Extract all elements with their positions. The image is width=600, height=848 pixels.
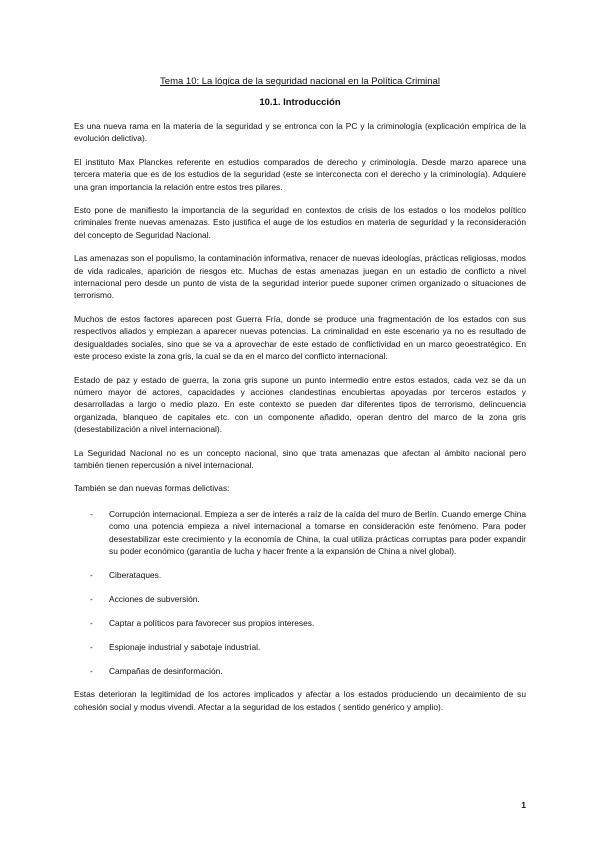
list-item-text: Campañas de desinformación. [109,665,223,676]
list-item [74,508,526,558]
section-heading: 10.1. Introducción [259,97,341,108]
paragraph: Las amenazas son el populismo, la contaminación informativa, renacer de nuevas ideologías, prácticas religiosas, modos de vida radicales, aparición de riesgos etc. Muchas de estas amenazas juegan en un estadio de conflicto a nivel internacional pero desde un punto de vista de la seguridad interior puede suponer crimen organizado o situaciones de terrorismo. [74,253,526,301]
list-item [74,593,526,605]
list-dash: - [90,665,93,676]
list-dash: - [90,508,93,519]
list-item-text: Ciberataques. [109,569,162,580]
list-item-text: Captar a políticos para favorecer sus propios intereses. [109,617,315,628]
paragraph: Estado de paz y estado de guerra, la zona gris supone un punto intermedio entre estos estados, cada vez se da un número mayor de actores, capacidades y acciones clandestinas encubiertas apoyadas por terceros estados y desarrolladas a largo o medio plazo. En este contexto se pueden dar diferentes tipos de terrorismo, delincuencia organizada, blanqueo de capitales etc. con un componente añadido, operan dentro del marco de la zona gris (desestabilización a nivel internacional). [74,374,526,435]
list-intro: También se dan nuevas formas delictivas: [74,483,230,494]
paragraph: Es una nueva rama en la materia de la seguridad y se entronca con la PC y la criminología (explicación empírica de la evolución delictiva). [74,121,526,144]
document-body [74,76,526,724]
crime-forms-list [74,508,526,677]
list-dash: - [90,593,93,604]
list-item [74,665,526,677]
list-item [74,641,526,653]
paragraph: Esto pone de manifiesto la importancia de la seguridad en contextos de crisis de los estados o los modelos político criminales frente nuevas amenazas. Esto justifica el auge de los estudios en materia de seguridad y la reconsideración del concepto de Seguridad Nacional. [74,205,526,240]
list-item-text: Acciones de subversión. [109,593,200,604]
document-title: Tema 10: La lógica de la seguridad nacional en la Política Criminal [160,76,440,87]
list-dash: - [90,569,93,580]
page-number: 1 [521,800,526,810]
list-dash: - [90,641,93,652]
paragraph: Muchos de estos factores aparecen post Guerra Fría, donde se produce una fragmentación de los estados con sus respectivos aliados y empiezan a aparecer nuevas potencias. La criminalidad en este escenario ya no es resultado de desigualdades sociales, sino que se va a aprovechar de este estado de conflictividad en un marco geoestratégico. En este proceso existe la zona gris, la cual se da en el marco del conflicto internacional. [74,313,526,362]
paragraph: La Seguridad Nacional no es un concepto nacional, sino que trata amenazas que afectan al ámbito nacional pero también tienen repercusión a nivel internacional. [74,447,526,470]
list-item-text: Corrupción internacional. Empieza a ser de interés a raíz de la caída del muro de Berlín. Cuando emerge China como una potencia empieza a nivel internacional a tomarse en consideración este fenómeno. Para poder desestabilizar este crecimiento y la economía de China, la cual utiliza prácticas corruptas para poder expandir su poder económico (garantía de lucha y hacer frente a la expansión de China a nivel global). [109,508,526,556]
paragraph: El instituto Max Planckes referente en estudios comparados de derecho y criminología. Desde marzo aparece una tercera materia que es de los estudios de la seguridad (este se interconecta con el derecho y la criminología). Adquiere una gran importancia la relación entre estos tres pilares. [74,156,526,192]
closing-paragraph: Estas deterioran la legitimidad de los actores implicados y afectar a los estados produciendo un decaimiento de su cohesión social y modus vivendi. Afectar a la seguridad de los estados ( sentido genérico y amplio). [74,689,526,712]
list-item [74,569,526,581]
list-dash: - [90,617,93,628]
list-item [74,617,526,629]
list-item-text: Espionaje industrial y sabotaje industrial. [109,641,261,652]
